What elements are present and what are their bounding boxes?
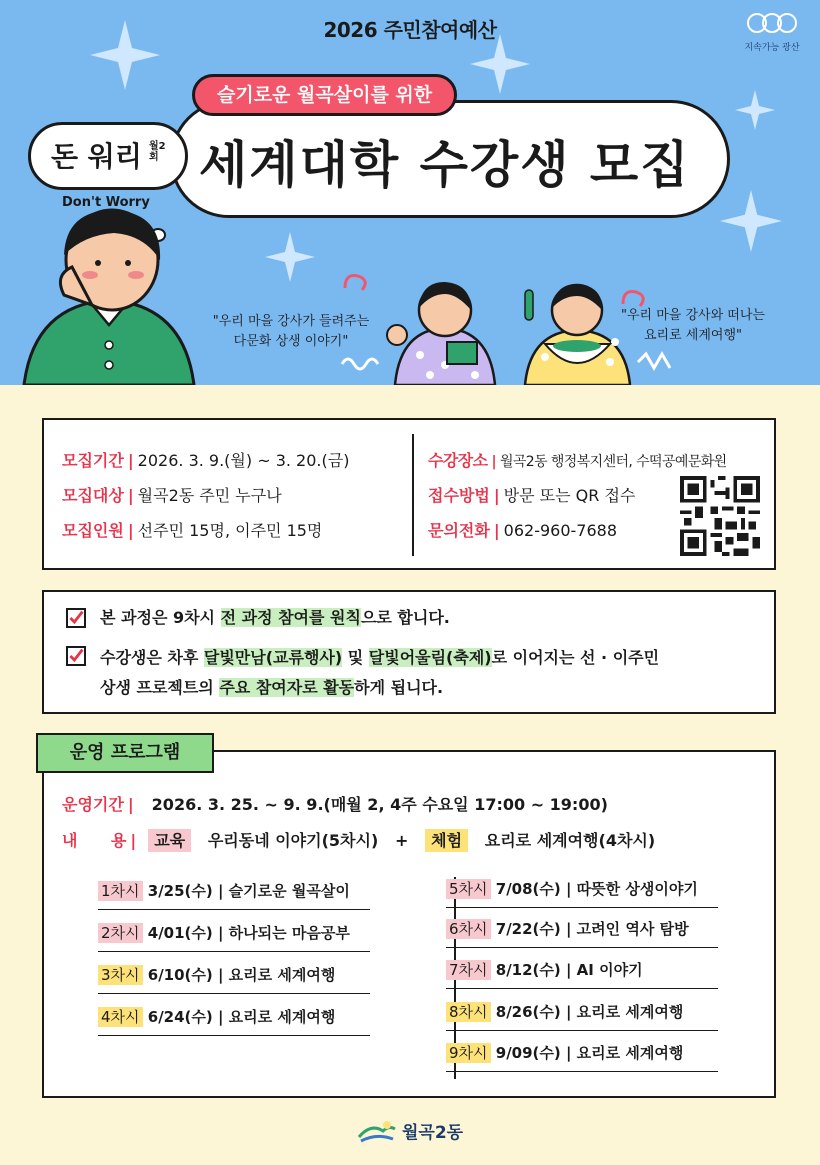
info-phone-value: 062-960-7688	[503, 521, 618, 540]
subtitle-pill: 슬기로운 월곡살이를 위한	[192, 74, 457, 116]
session-text: 6/10(수) | 요리로 세계여행	[147, 966, 336, 984]
session-number: 5차시	[446, 879, 491, 899]
program-box	[42, 750, 776, 1098]
program-period	[62, 792, 608, 815]
separator: |	[491, 454, 496, 470]
info-method-value: 방문 또는 QR 접수	[503, 486, 636, 505]
info-count	[62, 518, 322, 541]
sparkle-icon	[720, 190, 782, 252]
session-item	[98, 880, 370, 910]
squiggle-icon	[340, 352, 380, 376]
info-phone	[428, 518, 617, 541]
info-place	[428, 448, 727, 471]
separator: |	[127, 451, 134, 470]
quote-right	[603, 306, 783, 346]
sparkle-icon	[735, 90, 775, 130]
program-content-1: 우리동네 이야기(5차시)	[207, 831, 379, 850]
rule-2-line2	[100, 674, 443, 702]
session-number: 8차시	[446, 1002, 491, 1022]
checkbox-checked-icon	[66, 646, 86, 666]
program-content	[62, 828, 655, 851]
program-content-label: 내 용	[62, 831, 127, 850]
quote-left-line2: 다문화 상생 이야기"	[233, 334, 349, 349]
session-number: 4차시	[98, 1007, 143, 1027]
rule-3-highlight: 주요 참여자로 활동	[219, 678, 355, 697]
session-number: 6차시	[446, 919, 491, 939]
small-sub-2: 회	[149, 152, 159, 163]
session-text: 8/26(수) | 요리로 세계여행	[495, 1003, 684, 1021]
separator: |	[127, 521, 134, 540]
session-text: 8/12(수) | AI 이야기	[495, 961, 643, 979]
separator: |	[493, 486, 500, 505]
quote-left	[196, 312, 386, 352]
program-period-value: 2026. 3. 25. ~ 9. 9.(매월 2, 4주 수요일 17:00 ~ 19:00)	[151, 795, 608, 814]
tag-experience: 체험	[425, 829, 468, 852]
session-number: 1차시	[98, 881, 143, 901]
squiggle-icon	[340, 268, 380, 298]
hero-banner	[0, 0, 820, 385]
info-count-value: 선주민 15명, 이주민 15명	[137, 521, 323, 540]
program-content-2: 요리로 세계여행(4차시)	[484, 831, 656, 850]
session-text: 7/08(수) | 따뜻한 상생이야기	[495, 880, 698, 898]
sparkle-icon	[470, 34, 530, 94]
session-item	[446, 1042, 718, 1072]
session-item	[98, 922, 370, 952]
session-item	[446, 918, 718, 948]
info-period-label: 모집기간	[62, 451, 124, 470]
session-number: 3차시	[98, 965, 143, 985]
session-text: 6/24(수) | 요리로 세계여행	[147, 1008, 336, 1026]
session-item	[446, 878, 718, 908]
session-item	[98, 964, 370, 994]
small-sub-1: 월2	[149, 141, 166, 152]
separator: |	[127, 795, 134, 814]
info-count-label: 모집인원	[62, 521, 124, 540]
small-title-sub	[149, 141, 166, 163]
rule-3-text-a: 상생 프로젝트의	[100, 678, 220, 697]
checkbox-checked-icon	[66, 608, 86, 628]
gwangsan-logo	[742, 10, 802, 53]
plus-sign: +	[394, 831, 409, 850]
info-target-value: 월곡2동 주민 누구나	[137, 486, 282, 505]
info-method-label: 접수방법	[428, 486, 490, 505]
info-place-label: 수강장소	[428, 451, 488, 470]
sparkle-icon	[265, 232, 315, 282]
info-divider	[412, 434, 414, 556]
qr-code-icon[interactable]	[680, 476, 760, 556]
session-number: 2차시	[98, 923, 143, 943]
character-thinking-illustration	[14, 205, 204, 385]
quote-right-line1: "우리 마을 강사와 떠나는	[621, 308, 765, 323]
session-text: 4/01(수) | 하나되는 마음공부	[147, 924, 350, 942]
rule-2-text-c: 및	[342, 648, 369, 667]
squiggle-icon	[636, 350, 676, 374]
footer-org-name: 월곡2동	[401, 1123, 464, 1143]
info-phone-label: 문의전화	[428, 521, 490, 540]
program-tab-label: 운영 프로그램	[36, 733, 214, 773]
rule-2-text-e: 로 이어지는 선 · 이주민	[491, 648, 660, 667]
rule-1-highlight: 전 과정 참여를 원칙	[220, 608, 361, 627]
dont-worry-text: Don't Worry	[62, 195, 150, 210]
program-period-label: 운영기간	[62, 795, 124, 814]
info-period	[62, 448, 349, 471]
session-item	[446, 959, 718, 989]
rule-2	[100, 644, 659, 672]
session-item	[98, 1006, 370, 1036]
session-text: 7/22(수) | 고려인 역사 탐방	[495, 920, 689, 938]
rule-1-text-c: 으로 합니다.	[360, 608, 450, 627]
rule-3-text-c: 하게 됩니다.	[354, 678, 444, 697]
info-target	[62, 483, 282, 506]
info-place-value: 월곡2동 행정복지센터, 수떡공예문화원	[499, 454, 727, 470]
rule-2-text-a: 수강생은 차후	[100, 648, 204, 667]
session-text: 3/25(수) | 슬기로운 월곡살이	[147, 882, 350, 900]
session-number: 9차시	[446, 1043, 491, 1063]
info-target-label: 모집대상	[62, 486, 124, 505]
logo-text: 지속가능 광산	[744, 43, 800, 53]
quote-right-line2: 요리로 세계여행"	[643, 328, 743, 343]
rule-2-highlight-2: 달빛어울림(축제)	[368, 648, 492, 667]
quote-left-line1: "우리 마을 강사가 들려주는	[212, 314, 370, 329]
separator: |	[130, 831, 137, 850]
small-title-cloud	[28, 122, 188, 190]
session-text: 9/09(수) | 요리로 세계여행	[495, 1044, 684, 1062]
rules-box	[42, 590, 776, 714]
flower-logo-icon	[747, 10, 797, 36]
wolgok-logo-icon	[357, 1119, 397, 1143]
rule-1-text-a: 본 과정은 9차시	[100, 608, 221, 627]
tag-education: 교육	[148, 829, 191, 852]
main-title-cloud	[170, 100, 730, 218]
footer-logo	[0, 1118, 820, 1143]
character-teacher-illustration	[385, 280, 505, 385]
info-period-value: 2026. 3. 9.(월) ~ 3. 20.(금)	[137, 451, 350, 470]
small-title: 돈 워리	[51, 140, 142, 173]
rule-1	[100, 604, 450, 632]
recruit-info-box	[42, 418, 776, 570]
main-title: 세계대학 수강생 모집	[199, 136, 691, 194]
info-method	[428, 483, 635, 506]
session-item	[446, 1001, 718, 1031]
separator: |	[493, 521, 500, 540]
separator: |	[127, 486, 134, 505]
session-number: 7차시	[446, 960, 491, 980]
rule-2-highlight-1: 달빛만남(교류행사)	[203, 648, 343, 667]
page-top-title: 2026 주민참여예산	[323, 18, 497, 42]
